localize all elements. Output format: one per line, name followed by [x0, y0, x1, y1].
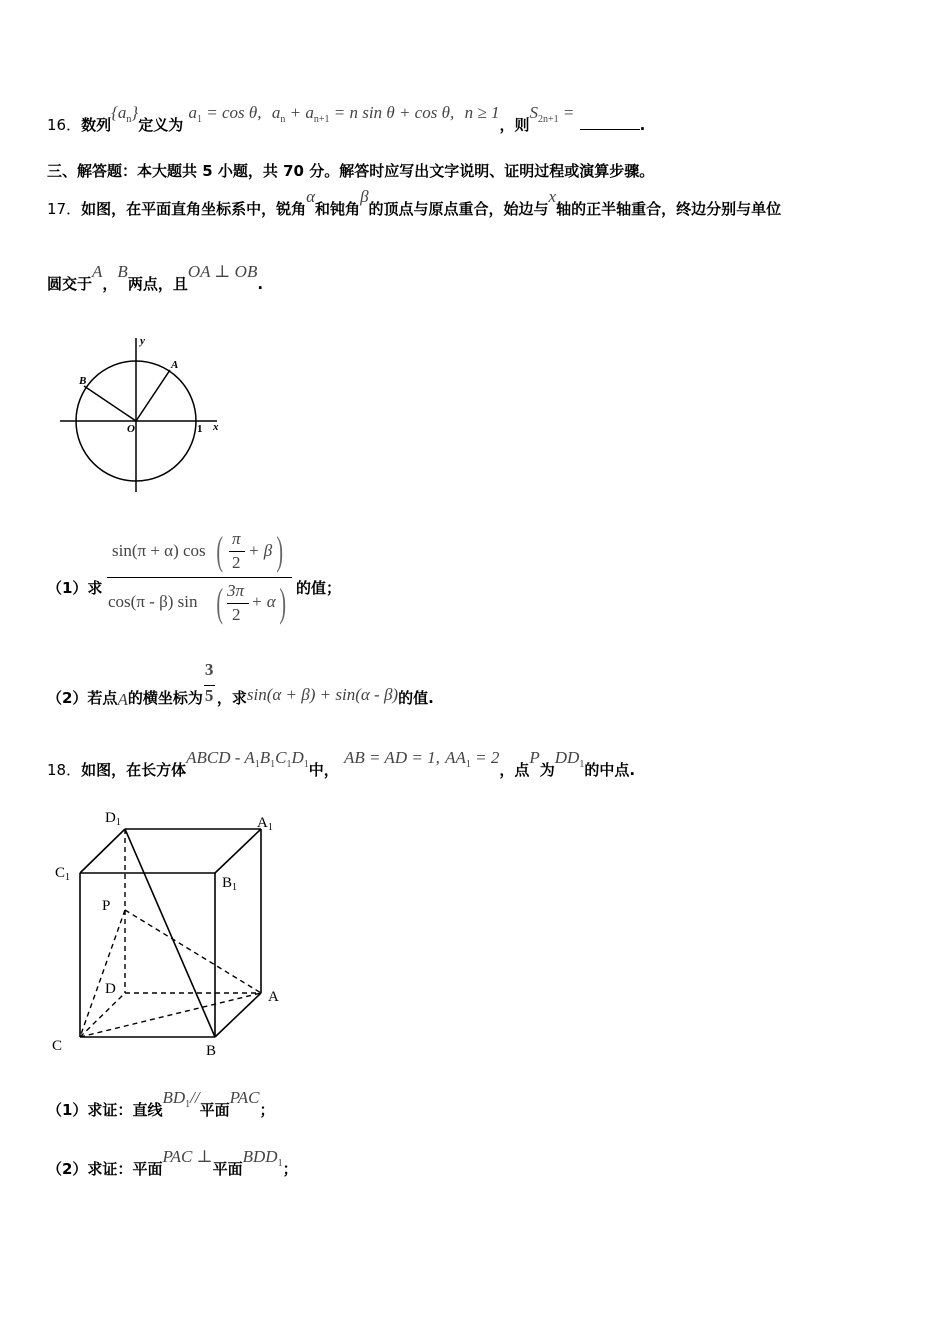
segment-pc: [80, 910, 125, 1037]
label-d: D: [105, 981, 116, 997]
q18-text-5: 的中点.: [584, 761, 636, 779]
one-label: 1: [197, 423, 203, 435]
q16-sequence: $\{a_n\}$: [111, 103, 139, 125]
num-paren-right: ): [276, 528, 283, 573]
frac-three: 3: [204, 660, 214, 679]
q16-text-then: ，则: [499, 116, 530, 134]
cuboid-name: ABCD - $A_1B_1C_1D_1$: [186, 748, 309, 770]
label-c: C: [52, 1038, 63, 1054]
edge-d1-c1: [80, 829, 125, 873]
beta-symbol: β: [360, 187, 369, 206]
label-b: B: [206, 1043, 217, 1059]
denominator-a: cos(π - β) sin: [108, 592, 198, 611]
q17-period: .: [257, 275, 264, 293]
label-a: A: [268, 989, 279, 1005]
num-paren-left: (: [216, 528, 223, 573]
segment-ca: [80, 993, 261, 1037]
q17-part2-text-2: ，求: [216, 689, 247, 707]
q17-part1-fraction: [105, 525, 295, 635]
edge-b-a: [215, 993, 261, 1037]
q17-number: 17．: [47, 200, 82, 218]
x-symbol: x: [548, 187, 557, 206]
q17-text-4: 轴的正半轴重合，终边分别与单位: [556, 200, 782, 218]
plane-pac: PAC: [229, 1088, 260, 1107]
num-inner-bar: [229, 551, 245, 552]
question-17-line2: [47, 262, 264, 294]
q17-text-3: 的顶点与原点重合，始边与: [368, 200, 549, 218]
q16-text-defined: 定义为: [138, 116, 184, 134]
q17-text-6: 两点，且: [127, 275, 188, 293]
q18-text-4: 为: [539, 761, 555, 779]
numerator-a: sin(π + α) cos: [112, 541, 206, 560]
q18-number: 18．: [47, 761, 82, 779]
point-b-label: B: [79, 375, 87, 387]
point-b-symbol: B: [117, 262, 128, 281]
q18-part2-plane-word: 平面: [212, 1160, 243, 1178]
q16-def1: $a_1 = \cos \theta$,: [188, 103, 262, 125]
q18-part1-end: ；: [259, 1101, 275, 1119]
perpendicular-condition: OA ⊥ OB: [187, 262, 258, 281]
q18-part1-plane-word: 平面: [199, 1101, 230, 1119]
q17-part2-end: 的值.: [398, 689, 434, 707]
q17-part2-label: （2）若点: [47, 689, 118, 707]
segment-pa: [125, 910, 261, 993]
q17-part1-end: 的值；: [296, 579, 342, 597]
q18-text-2: 中，: [308, 761, 339, 779]
q18-part1-label: （1）求证：直线: [47, 1101, 163, 1119]
q18-part1: [47, 1088, 275, 1123]
unit-circle-figure: [55, 330, 235, 500]
label-d1: $D_1$: [105, 810, 121, 828]
den-inner-bar: [227, 603, 249, 604]
den-paren-right: ): [279, 580, 286, 625]
edge-b1-a1: [215, 829, 261, 873]
question-17-line1: [47, 187, 782, 219]
line-bd1: $BD_1//$: [162, 1088, 200, 1110]
q16-period: .: [639, 116, 646, 134]
origin-label: O: [127, 423, 135, 435]
q18-text-3: ，点: [499, 761, 530, 779]
segment-dd1: $DD_1$: [554, 748, 585, 770]
num-pi: π: [232, 529, 241, 548]
ray-oa: [136, 370, 170, 421]
q16-def2: $a_n + a_{n+1} = n$ sin θ + cos θ,: [271, 103, 455, 125]
point-a-label: A: [171, 359, 179, 371]
x-axis-label: x: [213, 421, 219, 433]
answer-blank[interactable]: [580, 115, 640, 130]
q18-part2-label: （2）求证：平面: [47, 1160, 163, 1178]
ray-ob: [84, 386, 136, 421]
plane-bdd1: $BDD_1$: [242, 1147, 283, 1169]
alpha-symbol: α: [306, 187, 316, 206]
main-fraction-bar: [107, 577, 292, 578]
numerator-b: + β: [248, 541, 273, 560]
edge-c-d: [80, 993, 125, 1037]
y-axis-label: y: [140, 335, 145, 347]
q17-part2-text: 的横坐标为: [127, 689, 203, 707]
den-paren-left: (: [216, 580, 223, 625]
q16-number: 16．: [47, 116, 82, 134]
num-two: 2: [232, 553, 241, 572]
label-p: P: [102, 898, 111, 914]
den-two: 2: [232, 605, 241, 624]
q17-text-5: 圆交于: [47, 275, 93, 293]
q17-text-1: 如图，在平面直角坐标系中，锐角: [81, 200, 307, 218]
section-3-header: 三、解答题：本大题共 5 小题，共 70 分。解答时应写出文字说明、证明过程或演算步骤。: [47, 162, 655, 180]
q17-part2: [47, 660, 434, 709]
q18-part2-end: ；: [282, 1160, 298, 1178]
cuboid-figure: [45, 800, 295, 1065]
plane-pac-perp: PAC ⊥: [162, 1147, 213, 1166]
q17-comma: ，: [102, 275, 118, 293]
segment-bd1: [125, 829, 215, 1037]
label-b1: $B_1$: [222, 875, 238, 893]
label-c1: $C_1$: [55, 865, 71, 883]
point-a-ref: A: [117, 690, 128, 709]
q16-text: 数列: [81, 116, 112, 134]
q16-target: $S_{2n+1}$ =: [529, 103, 575, 125]
frac-five: 5: [204, 686, 214, 705]
q18-part2: [47, 1147, 298, 1182]
point-p-symbol: P: [529, 748, 540, 767]
q17-text-2: 和钝角: [315, 200, 361, 218]
edge-equation-1: AB = AD = 1,: [344, 748, 440, 767]
three-fifths: [203, 660, 217, 708]
question-18: [47, 748, 636, 783]
denominator-b: + α: [251, 592, 276, 611]
q16-condition: n ≥ 1: [464, 103, 500, 122]
edge-equation-2: $AA_1 = 2$: [445, 748, 500, 770]
q18-text-1: 如图，在长方体: [81, 761, 187, 779]
point-a-symbol: A: [92, 262, 103, 281]
q17-part1-label: （1）求: [47, 579, 103, 597]
sum-expression: sin(α + β) + sin(α - β): [246, 685, 399, 704]
label-a1: $A_1$: [257, 815, 273, 833]
question-16: [47, 103, 646, 138]
den-3pi: 3π: [227, 581, 245, 600]
